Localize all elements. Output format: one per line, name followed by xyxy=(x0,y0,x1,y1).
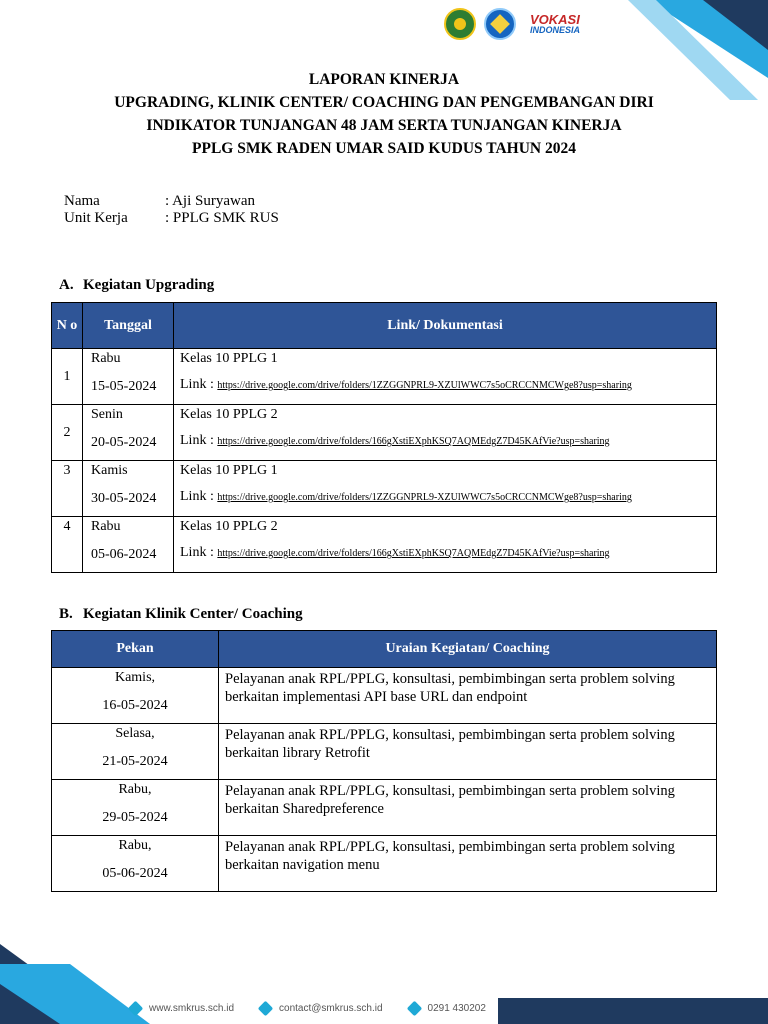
row-no: 1 xyxy=(52,349,83,405)
title-line-3: INDIKATOR TUNJANGAN 48 JAM SERTA TUNJANGAN KINERJA xyxy=(146,117,622,134)
row-tanggal: Rabu 05-06-2024 xyxy=(83,517,174,573)
phone-icon xyxy=(406,1001,422,1017)
row-uraian: Pelayanan anak RPL/PPLG, konsultasi, pembimbingan serta problem solving berkaitan Sharedpreference xyxy=(219,780,717,836)
row-link: Kelas 10 PPLG 2 Link : https://drive.google.com/drive/folders/166gXstiEXphKSQ7AQMEdgZ7D45KAfVie?usp=sharing xyxy=(174,517,717,573)
unit-label: Unit Kerja xyxy=(64,210,128,226)
row-uraian: Pelayanan anak RPL/PPLG, konsultasi, pembimbingan serta problem solving berkaitan library Retrofit xyxy=(219,724,717,780)
kemendikbud-logo-icon xyxy=(484,8,516,40)
table-row xyxy=(52,668,717,724)
row-pekan: Kamis, 16-05-2024 xyxy=(52,668,219,724)
row-tanggal: Rabu 15-05-2024 xyxy=(83,349,174,405)
coaching-table xyxy=(51,630,717,892)
title-line-1: LAPORAN KINERJA xyxy=(308,71,460,88)
row-uraian: Pelayanan anak RPL/PPLG, konsultasi, pembimbingan serta problem solving berkaitan navigation menu xyxy=(219,836,717,892)
name-value: : Aji Suryawan xyxy=(165,193,255,209)
header-pekan: Pekan xyxy=(52,631,219,668)
row-uraian: Pelayanan anak RPL/PPLG, konsultasi, pembimbingan serta problem solving berkaitan implementasi API base URL dan endpoint xyxy=(219,668,717,724)
identity-info xyxy=(64,193,279,227)
header-logos xyxy=(444,6,590,42)
drive-link[interactable]: https://drive.google.com/drive/folders/1ZZGGNPRL9-XZUlWWC7s5oCRCCNMCWge8?usp=sharing xyxy=(217,492,632,503)
title-line-2: UPGRADING, KLINIK CENTER/ COACHING DAN PENGEMBANGAN DIRI xyxy=(114,94,654,111)
name-label: Nama xyxy=(64,193,100,209)
row-link: Kelas 10 PPLG 1 Link : https://drive.google.com/drive/folders/1ZZGGNPRL9-XZUlWWC7s5oCRCCNMCWge8?usp=sharing xyxy=(174,349,717,405)
footer-bar xyxy=(498,998,768,1024)
row-no: 2 xyxy=(52,405,83,461)
mail-icon xyxy=(258,1001,274,1017)
globe-icon xyxy=(128,1001,144,1017)
upgrading-table xyxy=(51,302,717,573)
table-row xyxy=(52,836,717,892)
row-no: 3 xyxy=(52,461,83,517)
footer-website: www.smkrus.sch.id xyxy=(149,1003,235,1014)
drive-link[interactable]: https://drive.google.com/drive/folders/166gXstiEXphKSQ7AQMEdgZ7D45KAfVie?usp=sharing xyxy=(217,548,610,559)
report-title xyxy=(0,68,768,160)
table-row xyxy=(52,349,717,405)
header-tanggal: Tanggal xyxy=(83,303,174,349)
title-line-4: PPLG SMK RADEN UMAR SAID KUDUS TAHUN 2024 xyxy=(192,140,576,157)
header-no: N o xyxy=(52,303,83,349)
row-tanggal: Senin 20-05-2024 xyxy=(83,405,174,461)
table-row xyxy=(52,517,717,573)
footer-email: contact@smkrus.sch.id xyxy=(279,1003,383,1014)
header-uraian: Uraian Kegiatan/ Coaching xyxy=(219,631,717,668)
row-link: Kelas 10 PPLG 1 Link : https://drive.google.com/drive/folders/1ZZGGNPRL9-XZUlWWC7s5oCRCCNMCWge8?usp=sharing xyxy=(174,461,717,517)
section-a-heading: A. Kegiatan Upgrading xyxy=(59,277,215,293)
table-row xyxy=(52,780,717,836)
row-tanggal: Kamis 30-05-2024 xyxy=(83,461,174,517)
row-pekan: Rabu, 29-05-2024 xyxy=(52,780,219,836)
section-b-heading: B. Kegiatan Klinik Center/ Coaching xyxy=(59,606,303,622)
school-logo-icon xyxy=(444,8,476,40)
table-row xyxy=(52,461,717,517)
row-link: Kelas 10 PPLG 2 Link : https://drive.google.com/drive/folders/166gXstiEXphKSQ7AQMEdgZ7D45KAfVie?usp=sharing xyxy=(174,405,717,461)
table-row xyxy=(52,405,717,461)
drive-link[interactable]: https://drive.google.com/drive/folders/1ZZGGNPRL9-XZUlWWC7s5oCRCCNMCWge8?usp=sharing xyxy=(217,380,632,391)
footer-phone: 0291 430202 xyxy=(427,1003,486,1014)
row-no: 4 xyxy=(52,517,83,573)
corner-decoration-bottom-left xyxy=(0,934,150,1024)
unit-value: : PPLG SMK RUS xyxy=(165,210,279,226)
row-pekan: Rabu, 05-06-2024 xyxy=(52,836,219,892)
header-link: Link/ Dokumentasi xyxy=(174,303,717,349)
table-row xyxy=(52,724,717,780)
vokasi-indonesia-logo: VOKASI INDONESIA xyxy=(530,12,581,35)
row-pekan: Selasa, 21-05-2024 xyxy=(52,724,219,780)
footer-contacts xyxy=(130,1003,512,1014)
drive-link[interactable]: https://drive.google.com/drive/folders/166gXstiEXphKSQ7AQMEdgZ7D45KAfVie?usp=sharing xyxy=(217,436,610,447)
